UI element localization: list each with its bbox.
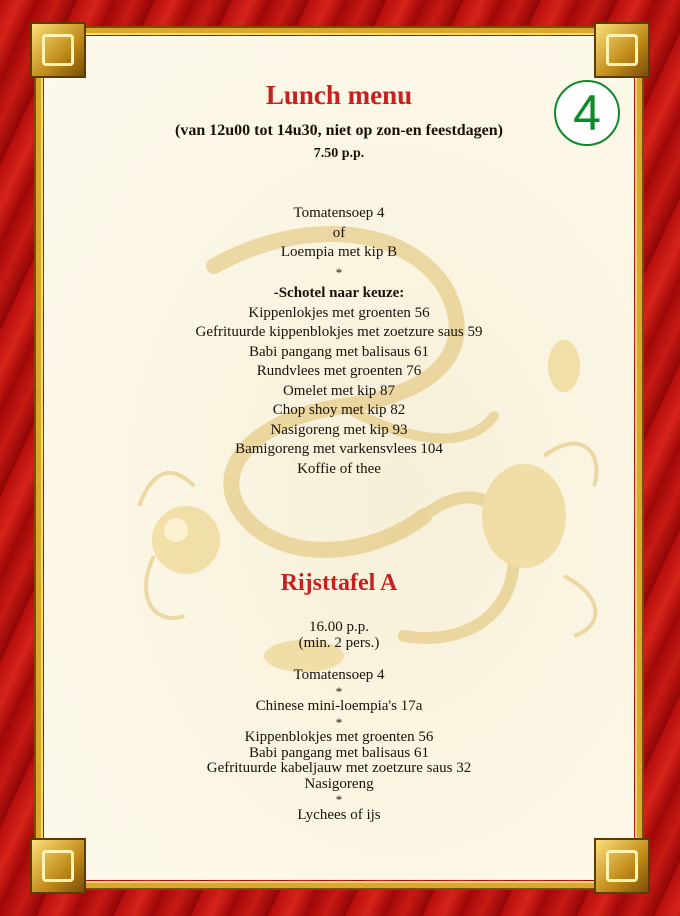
rijsttafel-title: Rijsttafel A — [280, 570, 398, 596]
course-loempia: Chinese mini-loempia's 17a — [255, 698, 423, 714]
list-item: Bamigoreng met varkensvlees 104 — [235, 441, 443, 457]
rijsttafel-price-block — [44, 620, 634, 651]
rijsttafel-courses — [44, 668, 634, 823]
starter-loempia: Loempia met kip B — [280, 244, 398, 260]
dessert: Lychees of ijs — [297, 806, 381, 823]
separator: * — [335, 792, 343, 807]
list-item: Gefrituurde kippenblokjes met zoetzure saus 59 — [195, 324, 483, 340]
list-item: Babi pangang met balisaus 61 — [249, 343, 429, 360]
lunch-starters — [44, 204, 634, 282]
separator: * — [335, 714, 343, 730]
list-item: Babi pangang met balisaus 61 — [249, 744, 429, 761]
course-soup: Tomatensoep 4 — [293, 667, 385, 683]
list-item: Omelet met kip 87 — [282, 382, 396, 399]
list-item: Nasigoreng — [304, 775, 374, 792]
rijsttafel-price: 16.00 p.p. — [309, 619, 369, 635]
lunch-hours: (van 12u00 tot 14u30, niet op zon-en feestdagen) — [175, 122, 503, 139]
starter-or: of — [332, 224, 346, 241]
list-item: Koffie of thee — [297, 460, 381, 477]
list-item: Nasigoreng met kip 93 — [270, 421, 408, 438]
separator: * — [335, 683, 343, 699]
menu-number-badge: 4 — [554, 80, 620, 146]
list-item: Chop shoy met kip 82 — [272, 402, 406, 418]
list-item: Kippenlokjes met groenten 56 — [248, 304, 430, 321]
lunch-title: Lunch menu — [265, 80, 413, 110]
menu-content — [44, 36, 634, 880]
separator: * — [335, 264, 343, 280]
list-item: Kippenblokjes met groenten 56 — [244, 729, 434, 745]
list-item: Gefrituurde kabeljauw met zoetzure saus 32 — [206, 760, 472, 776]
choice-heading: -Schotel naar keuze: — [273, 285, 405, 301]
starter-soup: Tomatensoep 4 — [293, 205, 385, 221]
lunch-price: 7.50 p.p. — [313, 146, 365, 161]
rijsttafel-minimum: (min. 2 pers.) — [298, 634, 380, 651]
list-item: Rundvlees met groenten 76 — [256, 363, 422, 379]
lunch-dish-list — [44, 284, 634, 479]
